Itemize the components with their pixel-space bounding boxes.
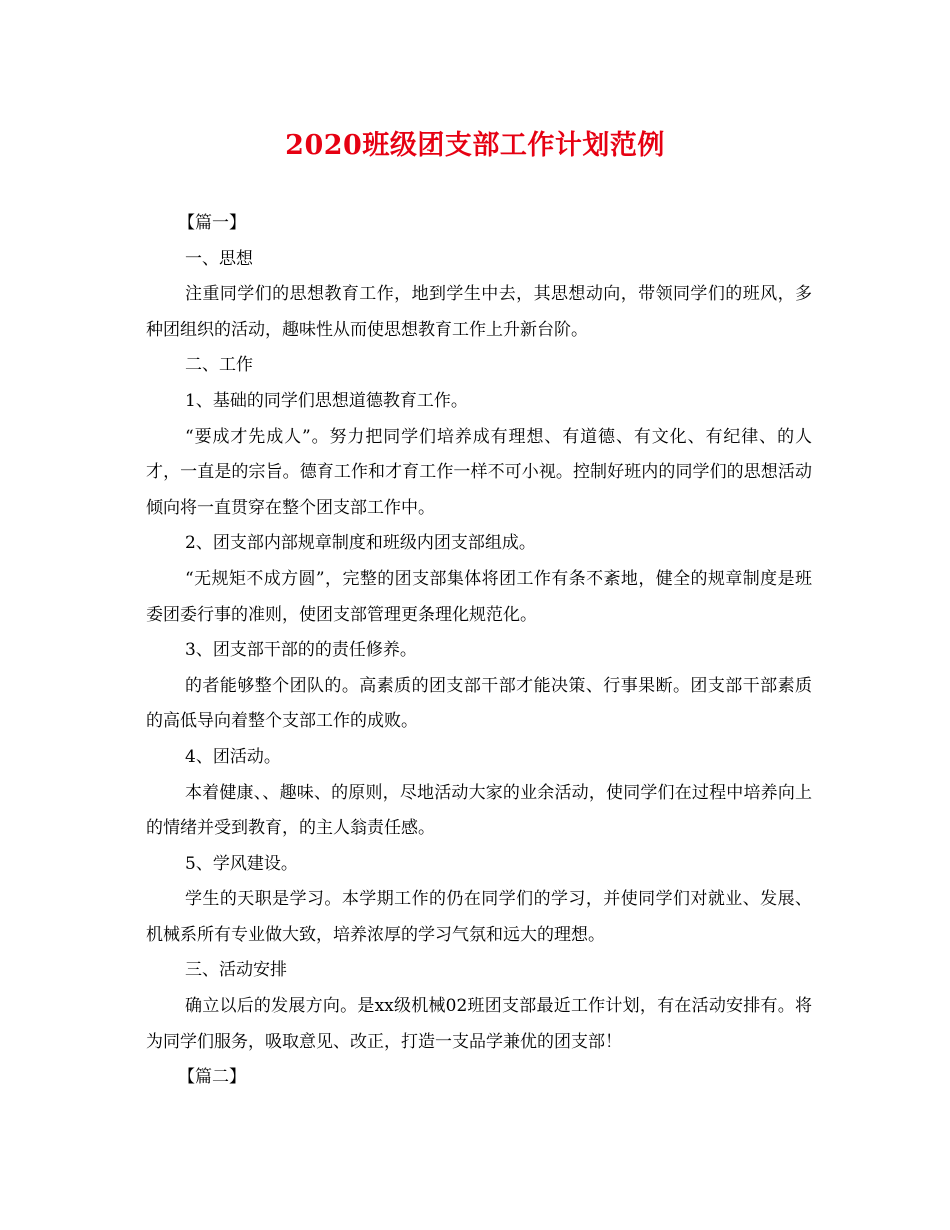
paragraph-item-4: 本着健康、、趣味、的原则，尽地活动大家的业余活动，使同学们在过程中培养向上的情绪并受到教育，的主人翁责任感。 xyxy=(146,782,812,839)
item-heading-4: 4、团活动。 xyxy=(185,746,281,767)
item-heading-3: 3、团支部干部的的责任修养。 xyxy=(185,640,417,661)
section-heading-activities: 三、活动安排 xyxy=(185,960,287,981)
document-title: 2020班级团支部工作计划范例 xyxy=(285,130,665,161)
item-heading-1: 1、基础的同学们思想道德教育工作。 xyxy=(185,390,468,411)
section-heading-thought: 一、思想 xyxy=(185,248,253,269)
paragraph-item-1: “要成才先成人”。努力把同学们培养成有理想、有道德、有文化、有纪律、的人才，一直是的宗旨。德育工作和才育工作一样不可小视。控制好班内的同学们的思想活动倾向将一直贯穿在整个团支部工作中。 xyxy=(146,426,812,518)
section-heading-part-two: 【篇二】 xyxy=(178,1067,246,1088)
paragraph-item-2: “无规矩不成方圆”，完整的团支部集体将团工作有条不紊地，健全的规章制度是班委团委行事的准则，使团支部管理更条理化规范化。 xyxy=(146,568,812,625)
paragraph-item-5: 学生的天职是学习。本学期工作的仍在同学们的学习，并使同学们对就业、发展、机械系所有专业做大致，培养浓厚的学习气氛和远大的理想。 xyxy=(146,889,812,945)
item-heading-5: 5、学风建设。 xyxy=(185,853,298,874)
section-heading-work: 二、工作 xyxy=(185,355,253,376)
paragraph-activities: 确立以后的发展方向。是xx级机械02班团支部最近工作计划，有在活动安排有。将为同学们服务，吸取意见、改正，打造一支品学兼优的团支部！ xyxy=(146,996,812,1052)
item-heading-2: 2、团支部内部规章制度和班级内团支部组成。 xyxy=(185,533,536,554)
paragraph-item-3: 的者能够整个团队的。高素质的团支部干部才能决策、行事果断。团支部干部素质的高低导向着整个支部工作的成败。 xyxy=(146,675,812,732)
document-body xyxy=(146,206,812,1096)
paragraph-thought: 注重同学们的思想教育工作，地到学生中去，其思想动向，带领同学们的班风，多种团组织的活动，趣味性从而使思想教育工作上升新台阶。 xyxy=(146,284,812,340)
section-heading-part-one: 【篇一】 xyxy=(178,213,246,233)
